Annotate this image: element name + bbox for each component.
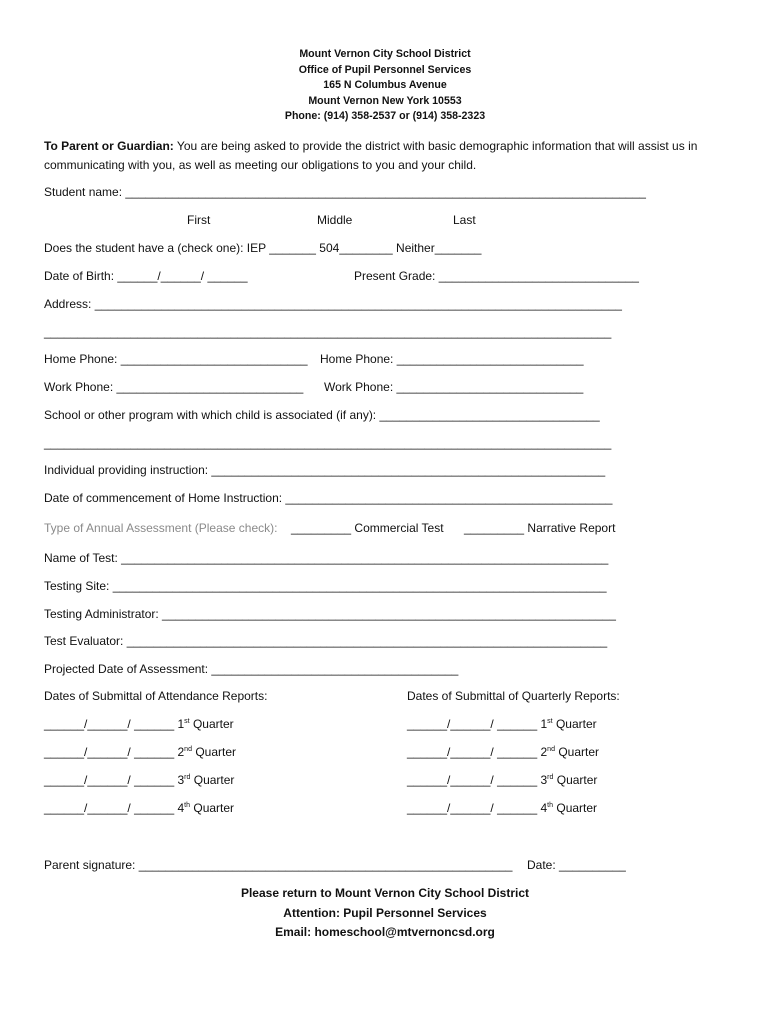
- testing-administrator-field[interactable]: Testing Administrator: ____________________________________________________________________: [44, 607, 616, 621]
- letterhead: [0, 47, 770, 125]
- projected-date-field[interactable]: Projected Date of Assessment: _____________________________________: [44, 662, 459, 676]
- address-line2-field[interactable]: _____________________________________________________________________________________: [44, 325, 612, 339]
- quarterly-q4-date[interactable]: ______/______/ ______ 4th Quarter: [407, 801, 598, 815]
- parent-signature-field[interactable]: Parent signature: ________________________________________________________: [44, 858, 513, 872]
- quarterly-q2-date[interactable]: ______/______/ ______ 2nd Quarter: [407, 745, 599, 759]
- address-field[interactable]: Address: _______________________________________________________________________________: [44, 297, 622, 311]
- school-program-line2-field[interactable]: _____________________________________________________________________________________: [44, 436, 612, 450]
- email-line: Email: homeschool@mtvernoncsd.org: [275, 925, 495, 939]
- attention-line: Attention: Pupil Personnel Services: [283, 905, 487, 920]
- phone-numbers: Phone: (914) 358-2537 or (914) 358-2323: [284, 110, 486, 123]
- office-name: Office of Pupil Personnel Services: [298, 63, 472, 76]
- first-name-label: First: [187, 213, 211, 227]
- district-name: Mount Vernon City School District: [299, 48, 471, 60]
- quarterly-reports-heading: Dates of Submittal of Quarterly Reports:: [407, 689, 620, 703]
- attendance-q2-date[interactable]: ______/______/ ______ 2nd Quarter: [44, 745, 236, 759]
- last-name-label: Last: [453, 213, 476, 227]
- assessment-type-label: Type of Annual Assessment (Please check):: [44, 521, 278, 535]
- attendance-reports-heading: Dates of Submittal of Attendance Reports:: [44, 689, 268, 703]
- home-phone-field[interactable]: Home Phone: ____________________________: [44, 352, 308, 366]
- intro-paragraph: [44, 137, 734, 175]
- work-phone-field[interactable]: Work Phone: ____________________________: [44, 380, 304, 394]
- date-blank: ______/______/ ______: [407, 745, 538, 759]
- return-to-line: Please return to Mount Vernon City School District: [240, 886, 530, 900]
- attendance-q1-date[interactable]: ______/______/ ______ 1st Quarter: [44, 717, 234, 731]
- middle-name-label: Middle: [317, 213, 353, 227]
- city-address: Mount Vernon New York 10553: [308, 94, 462, 107]
- signature-date-field[interactable]: Date: __________: [527, 858, 626, 872]
- narrative-report-checkbox[interactable]: _________ Narrative Report: [464, 521, 616, 535]
- test-evaluator-field[interactable]: Test Evaluator: ________________________________________________________________________: [44, 634, 608, 648]
- dob-field[interactable]: Date of Birth: ______/______/ ______: [44, 269, 248, 283]
- attendance-q4-date[interactable]: ______/______/ ______ 4th Quarter: [44, 801, 235, 815]
- commercial-test-checkbox[interactable]: _________ Commercial Test: [291, 521, 444, 535]
- plan-check-field[interactable]: Does the student have a (check one): IEP _______ 504________ Neither_______: [44, 241, 482, 255]
- testing-site-field[interactable]: Testing Site: __________________________________________________________________________: [44, 579, 607, 593]
- instruction-provider-field[interactable]: Individual providing instruction: ___________________________________________________________: [44, 463, 606, 477]
- attendance-q3-date[interactable]: ______/______/ ______ 3rd Quarter: [44, 773, 235, 787]
- date-blank: ______/______/ ______: [407, 801, 538, 815]
- test-name-field[interactable]: Name of Test: _________________________________________________________________________: [44, 551, 609, 565]
- date-blank: ______/______/ ______: [44, 745, 175, 759]
- intro-lead: To Parent or Guardian:: [44, 139, 174, 153]
- date-blank: ______/______/ ______: [44, 773, 175, 787]
- date-blank: ______/______/ ______: [407, 717, 538, 731]
- home-phone-field-2[interactable]: Home Phone: ____________________________: [320, 352, 584, 366]
- street-address: 165 N Columbus Avenue: [323, 79, 447, 92]
- return-instructions: [0, 884, 770, 943]
- date-blank: ______/______/ ______: [44, 717, 175, 731]
- date-blank: ______/______/ ______: [407, 773, 538, 787]
- school-program-field[interactable]: School or other program with which child is associated (if any): _________________________________: [44, 408, 600, 422]
- intro-text: You are being asked to provide the district with basic demographic information that will assist us in communicating with you, as well as meeting our obligations to you and your child.: [44, 139, 698, 172]
- quarterly-q3-date[interactable]: ______/______/ ______ 3rd Quarter: [407, 773, 598, 787]
- home-instruction-date-field[interactable]: Date of commencement of Home Instruction: _________________________________________________: [44, 491, 613, 505]
- student-name-field[interactable]: Student name: ______________________________________________________________________________: [44, 185, 646, 199]
- work-phone-field-2[interactable]: Work Phone: ____________________________: [324, 380, 584, 394]
- date-blank: ______/______/ ______: [44, 801, 175, 815]
- present-grade-field[interactable]: Present Grade: ______________________________: [354, 269, 639, 283]
- quarterly-q1-date[interactable]: ______/______/ ______ 1st Quarter: [407, 717, 597, 731]
